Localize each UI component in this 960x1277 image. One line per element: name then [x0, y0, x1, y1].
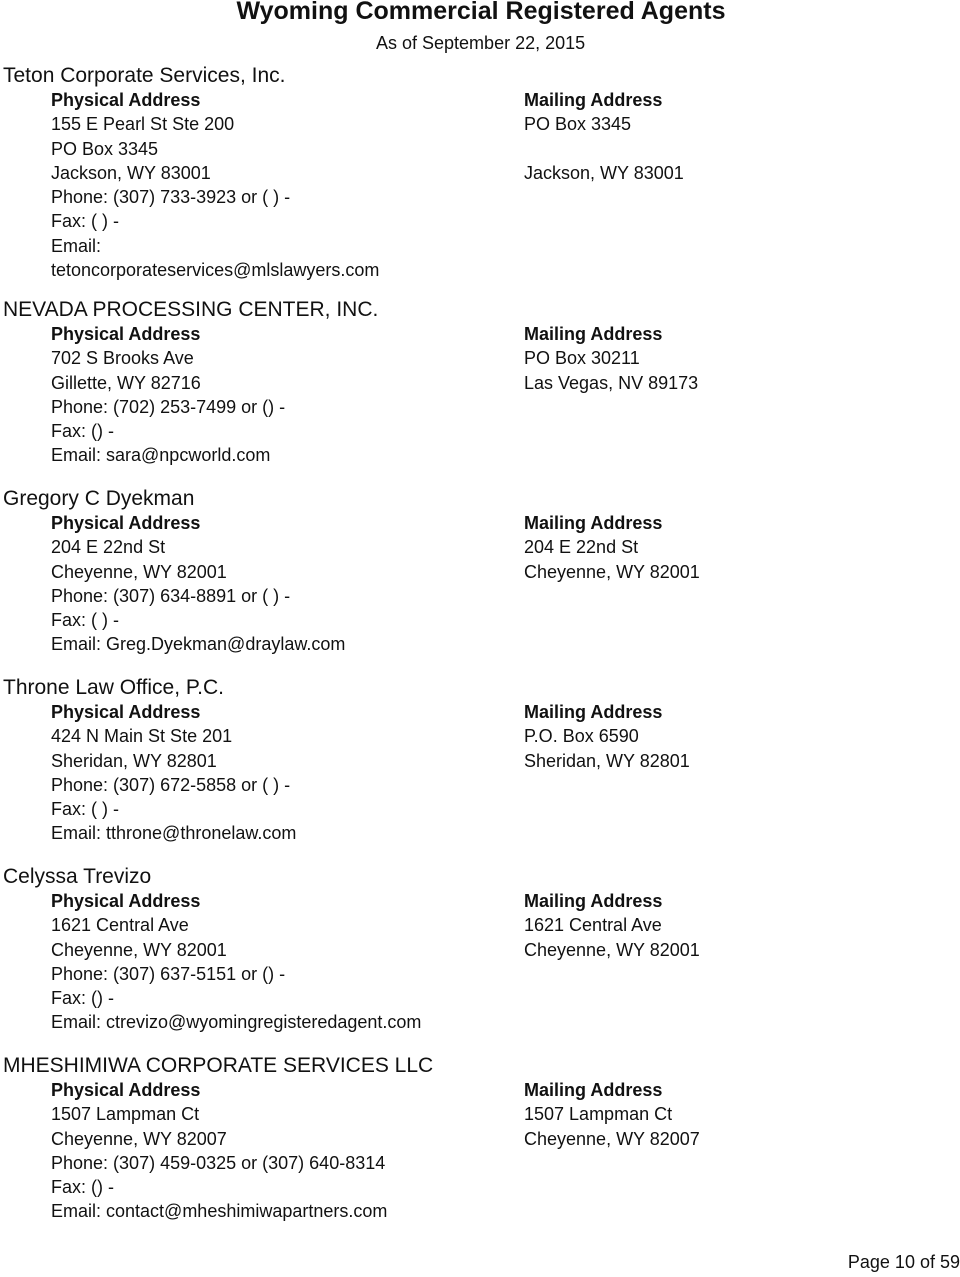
physical-address-line: Jackson, WY 83001 [51, 162, 211, 183]
agent-name: Gregory C Dyekman [3, 487, 195, 510]
physical-address-line: Sheridan, WY 82801 [51, 750, 217, 771]
agent-name: Throne Law Office, P.C. [3, 676, 225, 699]
mailing-address-block [524, 322, 924, 395]
as-of-date: As of September 22, 2015 [376, 33, 586, 53]
physical-address-line: Email: tthrone@thronelaw.com [51, 823, 297, 844]
physical-address-line: Cheyenne, WY 82007 [51, 1128, 227, 1149]
physical-address-block [51, 511, 491, 657]
physical-address-label: Physical Address [51, 1080, 201, 1100]
mailing-address-block [524, 700, 924, 773]
physical-address-label: Physical Address [51, 513, 201, 533]
physical-address-line: Fax: () - [51, 988, 114, 1009]
physical-address-line: Phone: (307) 733-3923 or ( ) - [51, 187, 291, 208]
physical-address-line: 155 E Pearl St Ste 200 [51, 114, 235, 135]
physical-address-line: 1507 Lampman Ct [51, 1104, 200, 1125]
physical-address-line: Phone: (307) 634-8891 or ( ) - [51, 585, 291, 606]
physical-address-line: 424 N Main St Ste 201 [51, 726, 233, 747]
mailing-address-line: PO Box 30211 [524, 348, 640, 369]
mailing-address-label: Mailing Address [524, 1080, 663, 1100]
page-number: Page 10 of 59 [847, 1252, 960, 1272]
physical-address-label: Physical Address [51, 891, 201, 911]
physical-address-block [51, 322, 491, 468]
mailing-address-line [524, 137, 924, 161]
physical-address-line: Fax: ( ) - [51, 211, 119, 232]
mailing-address-line: Cheyenne, WY 82001 [524, 939, 700, 960]
mailing-address-label: Mailing Address [524, 324, 663, 344]
mailing-address-block [524, 889, 924, 962]
physical-address-label: Physical Address [51, 702, 201, 722]
physical-address-line: Email: contact@mheshimiwapartners.com [51, 1201, 388, 1222]
physical-address-line: Email: Greg.Dyekman@draylaw.com [51, 634, 346, 655]
mailing-address-line: Sheridan, WY 82801 [524, 750, 690, 771]
physical-address-line: Fax: ( ) - [51, 610, 119, 631]
mailing-address-label: Mailing Address [524, 891, 663, 911]
mailing-address-block [524, 1078, 924, 1151]
mailing-address-line: 1621 Central Ave [524, 915, 662, 936]
physical-address-line: Email: sara@npcworld.com [51, 445, 271, 466]
mailing-address-line: 1507 Lampman Ct [524, 1104, 673, 1125]
agent-name: MHESHIMIWA CORPORATE SERVICES LLC [3, 1054, 434, 1077]
page-title: Wyoming Commercial Registered Agents [236, 0, 726, 25]
physical-address-line: Phone: (702) 253-7499 or () - [51, 396, 286, 417]
mailing-address-line: PO Box 3345 [524, 114, 632, 135]
mailing-address-line: Cheyenne, WY 82001 [524, 561, 700, 582]
mailing-address-line: Jackson, WY 83001 [524, 162, 684, 183]
physical-address-block [51, 889, 491, 1035]
physical-address-line: Email: [51, 235, 102, 256]
mailing-address-line: Las Vegas, NV 89173 [524, 372, 699, 393]
physical-address-line: Phone: (307) 637-5151 or () - [51, 963, 286, 984]
physical-address-line: Phone: (307) 459-0325 or (307) 640-8314 [51, 1152, 386, 1173]
physical-address-line: Gillette, WY 82716 [51, 372, 201, 393]
physical-address-block [51, 1078, 491, 1224]
physical-address-line: Email: ctrevizo@wyomingregisteredagent.com [51, 1012, 422, 1033]
agent-name: Celyssa Trevizo [3, 865, 152, 888]
physical-address-line: Fax: () - [51, 1177, 114, 1198]
physical-address-block [51, 700, 491, 846]
physical-address-label: Physical Address [51, 90, 201, 110]
mailing-address-block [524, 88, 924, 185]
physical-address-line: Phone: (307) 672-5858 or ( ) - [51, 774, 291, 795]
mailing-address-line: P.O. Box 6590 [524, 726, 639, 747]
physical-address-line: 1621 Central Ave [51, 915, 189, 936]
mailing-address-label: Mailing Address [524, 513, 663, 533]
physical-address-label: Physical Address [51, 324, 201, 344]
agent-name: Teton Corporate Services, Inc. [3, 64, 286, 87]
mailing-address-block [524, 511, 924, 584]
mailing-address-line: 204 E 22nd St [524, 537, 639, 558]
physical-address-line: PO Box 3345 [51, 138, 159, 159]
physical-address-line: tetoncorporateservices@mlslawyers.com [51, 260, 380, 281]
physical-address-block [51, 88, 491, 282]
physical-address-line: Cheyenne, WY 82001 [51, 561, 227, 582]
physical-address-line: Cheyenne, WY 82001 [51, 939, 227, 960]
physical-address-line: Fax: ( ) - [51, 799, 119, 820]
physical-address-line: 204 E 22nd St [51, 537, 166, 558]
mailing-address-line: Cheyenne, WY 82007 [524, 1128, 700, 1149]
agent-name: NEVADA PROCESSING CENTER, INC. [3, 298, 379, 321]
mailing-address-label: Mailing Address [524, 702, 663, 722]
mailing-address-label: Mailing Address [524, 90, 663, 110]
physical-address-line: 702 S Brooks Ave [51, 348, 194, 369]
physical-address-line: Fax: () - [51, 421, 114, 442]
